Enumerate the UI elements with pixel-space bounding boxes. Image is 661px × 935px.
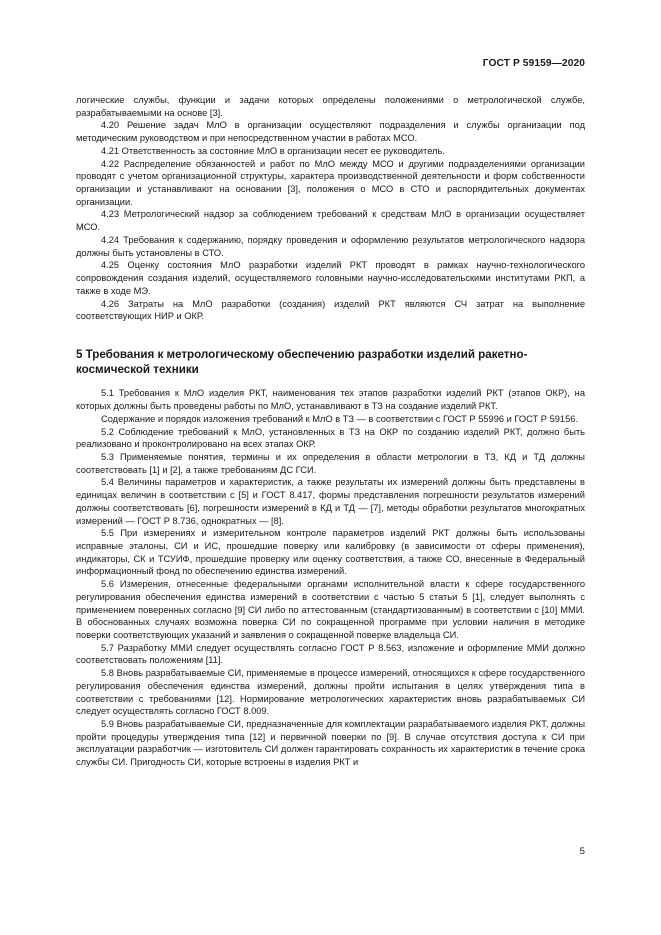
paragraph: 4.25 Оценку состояния МлО разработки изделий РКТ проводят в рамках научно-технологического сопровождения создания изделий, осуществляемого головными научно-исследовательскими институтами РКП, а также в ходе МЭ.: [76, 260, 585, 296]
paragraph: 5.6 Измерения, отнесенные федеральными органами исполнительной власти к сфере государственного регулирования обеспечения единства измерений в соответствии с частью 5 статьи 5 [1], следует выполнять с применением поверенных согласно [9] СИ либо по аттестованным (стандартизованным) в соответствии с [10] ММИ. В обоснованных случаях возможна поверка СИ по сокращенной программе при условии наличия в методике поверки соответствующих указаний и заявления о сокращенной поверке владельца СИ.: [76, 579, 585, 640]
paragraph: 5.3 Применяемые понятия, термины и их определения в области метрологии в ТЗ, КД и ТД должны соответствовать [1] и [2], а также требованиям ДС ГСИ.: [76, 451, 585, 475]
document-header: ГОСТ Р 59159—2020: [482, 58, 585, 69]
section-heading: 5 Требования к метрологическому обеспечению разработки изделий ракетно-космической техники: [76, 347, 528, 377]
paragraph: 4.26 Затраты на МлО разработки (создания) изделий РКТ являются СЧ затрат на выполнение соответствующих НИР и ОКР.: [76, 298, 585, 322]
paragraph: 5.4 Величины параметров и характеристик, а также результаты их измерений должны быть представлены в единицах величин в соответствии с [5] и ГОСТ 8.417, формы представления погрешности результатов измерений должны соответствовать [6], погрешности измерений в КД и ТД — [7], методы обработки результатов многократных измерений — ГОСТ Р 8.736, однократных — [8].: [76, 477, 585, 526]
paragraph: 4.22 Распределение обязанностей и работ по МлО между МСО и другими подразделениями организации проводят с учетом организационной структуры, характера производственной деятельности и форм собственности организации и устанавливают на основании [3], положения о МСО в СТО и распорядительных документах организации.: [76, 158, 585, 207]
document-body: [76, 94, 585, 769]
paragraph: 5.8 Вновь разрабатываемые СИ, применяемые в процессе измерений, относящихся к сфере государственного регулирования обеспечения единства измерений, должны пройти испытания в целях утверждения типа в соответствии с требованиями [12]. Нормирование метрологических характеристик вновь разрабатываемых СИ следует осуществлять согласно ГОСТ 8.009.: [76, 668, 585, 717]
paragraph: 4.24 Требования к содержанию, порядку проведения и оформлению результатов метрологического надзора должны быть установлены в СТО.: [76, 234, 585, 258]
paragraph: 5.1 Требования к МлО изделия РКТ, наименования тех этапов разработки изделий РКТ (этапов ОКР), на которых должны быть проведены работы по МлО, устанавливают в ТЗ на создание изделий РКТ.: [76, 388, 585, 412]
paragraph: 4.23 Метрологический надзор за соблюдением требований к средствам МлО в организации осуществляет МСО.: [76, 209, 585, 233]
paragraph: 5.2 Соблюдение требований к МлО, установленных в ТЗ на ОКР по созданию изделий РКТ, должно быть реализовано и проконтролировано на всех этапах ОКР.: [76, 426, 585, 450]
paragraph: 4.20 Решение задач МлО в организации осуществляют подразделения и службы организации под методическим руководством и при непосредственном участии в работах МСО.: [76, 120, 585, 144]
paragraph: 5.9 Вновь разрабатываемые СИ, предназначенные для комплектации разрабатываемого изделия РКТ, должны пройти процедуры утверждения типа [12] и первичной поверки по [9]. В случае отсутствия доступа к СИ при эксплуатации разработчик — изготовитель СИ должен гарантировать сохранность их характеристик в течение срока службы СИ. Пригодность СИ, которые встроены в изделия РКТ и: [76, 719, 585, 768]
paragraph-group-section-4: [76, 94, 585, 323]
paragraph: 5.5 При измерениях и измерительном контроле параметров изделий РКТ должны быть использованы исправные эталоны, СИ и ИС, прошедшие поверку или калибровку (в зависимости от сферы применения), индикаторы, СК и ТСУИФ, прошедшие проверку или оценку соответствия, а также СО, внесенные в Федеральный информационный фонд по обеспечению единства измерений.: [76, 528, 585, 577]
paragraph: 5.7 Разработку ММИ следует осуществлять согласно ГОСТ Р 8.563, изложение и оформление ММИ должно соответствовать положениям [11].: [76, 642, 585, 666]
paragraph-group-section-5: [76, 387, 585, 769]
paragraph: Содержание и порядок изложения требований к МлО в ТЗ — в соответствии с ГОСТ Р 55996 и ГОСТ Р 59156.: [101, 413, 579, 424]
paragraph: логические службы, функции и задачи которых определены положениями о метрологической службе, разрабатываемыми на основе [3].: [76, 95, 585, 118]
paragraph: 4.21 Ответственность за состояние МлО в организации несет ее руководитель.: [101, 145, 445, 156]
page-number: 5: [579, 846, 585, 857]
